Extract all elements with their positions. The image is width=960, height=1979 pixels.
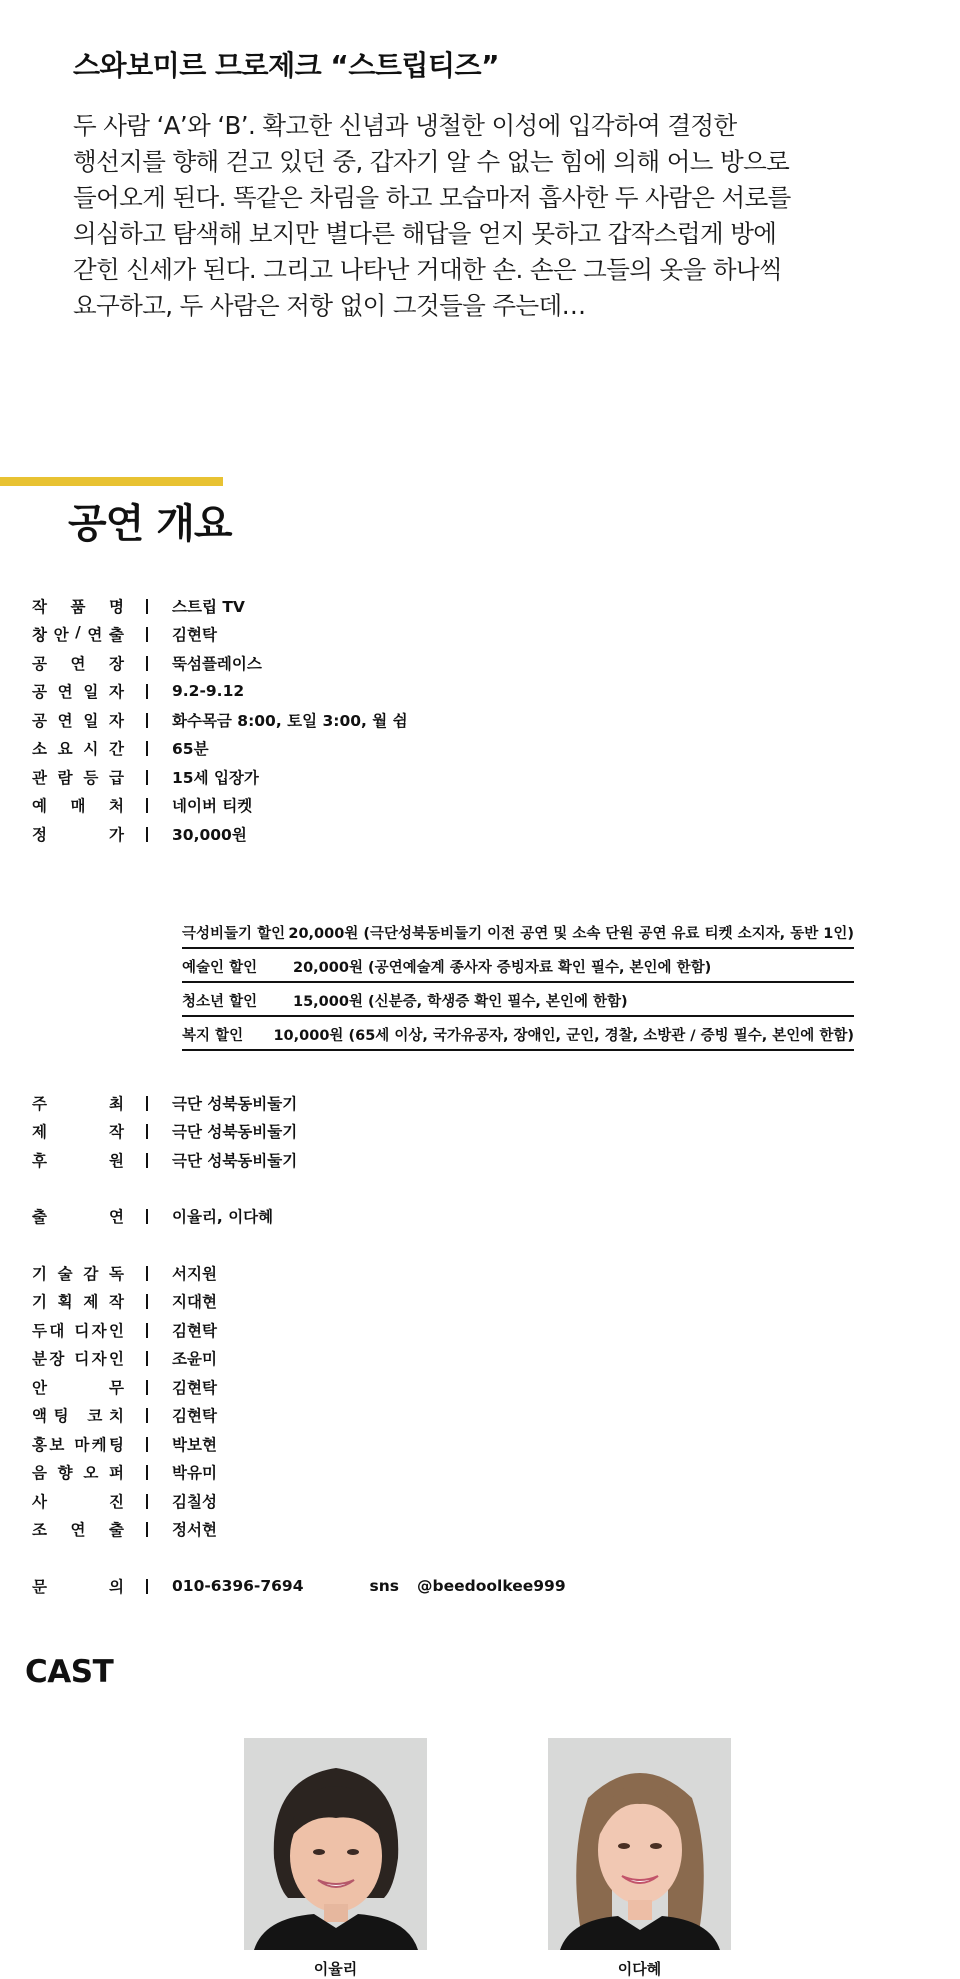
info-row-title: [32, 594, 245, 618]
sns-label: sns: [369, 1577, 400, 1595]
separator: [146, 656, 148, 671]
info-value: 9.2-9.12: [172, 682, 245, 700]
discount-name: 예술인 할인: [182, 959, 258, 976]
info-label: 예 매 처: [32, 797, 124, 815]
info-value: 정서현: [172, 1521, 217, 1539]
staff-row: [32, 1318, 217, 1342]
discount-name: 극성비둘기 할인: [182, 925, 286, 942]
separator: [146, 627, 148, 642]
info-row-venue: [32, 651, 262, 675]
discount-row: [182, 951, 854, 983]
info-value: 서지원: [172, 1265, 217, 1283]
info-label: 정 가: [32, 826, 124, 844]
info-value: 화수목금 8:00, 토일 3:00, 월 쉼: [172, 712, 408, 730]
info-value: 조윤미: [172, 1350, 217, 1368]
synopsis-line: 행선지를 향해 걷고 있던 중, 갑자기 알 수 없는 힘에 의해 어느 방으로: [73, 147, 790, 176]
info-label: 분 장 디 자 인: [32, 1350, 124, 1368]
discount-price: 15,000원: [293, 993, 363, 1010]
staff-row: [32, 1375, 217, 1399]
discount-condition: (신분증, 학생증 확인 필수, 본인에 한함): [368, 993, 628, 1010]
discount-condition: (극단성북동비둘기 이전 공연 및 소속 단원 공연 유료 티켓 소지자, 동반 1인): [363, 925, 854, 942]
info-value: 김현탁: [172, 626, 217, 644]
info-value: 극단 성북동비둘기: [172, 1095, 298, 1113]
info-value: 지대현: [172, 1293, 217, 1311]
separator: [146, 1408, 148, 1423]
separator: [146, 798, 148, 813]
discount-price: 10,000원: [273, 1027, 344, 1044]
discount-price: 20,000원: [293, 959, 363, 976]
synopsis-line: 두 사람 ‘A’와 ‘B’. 확고한 신념과 냉철한 이성에 입각하여 결정한: [73, 111, 737, 140]
info-label: 공 연 일 자: [32, 683, 124, 701]
cast-name: 이다혜: [617, 1960, 662, 1978]
info-row-production: [32, 1119, 297, 1143]
sns-handle: @beedoolkee999: [417, 1577, 566, 1595]
info-label: 조 연 출: [32, 1521, 124, 1539]
info-value: 15세 입장가: [172, 769, 259, 787]
info-label: 공 연 장: [32, 655, 124, 673]
staff-row: [32, 1346, 217, 1370]
separator: [146, 741, 148, 756]
info-label: 작 품 명: [32, 598, 124, 616]
info-label: 기 술 감 독: [32, 1265, 124, 1283]
synopsis-line: 요구하고, 두 사람은 저항 없이 그것들을 주는데…: [73, 291, 586, 320]
info-row-rating: [32, 765, 259, 789]
separator: [146, 1124, 148, 1139]
info-value: 네이버 티켓: [172, 797, 253, 815]
info-row-director: [32, 622, 217, 646]
info-value: 65분: [172, 740, 209, 758]
synopsis: [73, 108, 873, 324]
cast-heading: CAST: [25, 1654, 114, 1690]
staff-row: [32, 1289, 217, 1313]
info-label: 소 요 시 간: [32, 740, 124, 758]
separator: [146, 1294, 148, 1309]
play-title: 스와보미르 므로제크 “스트립티즈”: [73, 49, 499, 82]
separator: [146, 1351, 148, 1366]
info-value: 30,000원: [172, 826, 247, 844]
info-row-price: [32, 822, 247, 846]
info-value: 김현탁: [172, 1322, 217, 1340]
info-label: 두 대 디 자 인: [32, 1322, 124, 1340]
separator: [146, 827, 148, 842]
staff-row: [32, 1261, 217, 1285]
info-value: 뚝섬플레이스: [172, 655, 262, 673]
info-row-schedule: [32, 708, 408, 732]
section-title: 공연 개요: [68, 501, 232, 547]
separator: [146, 1323, 148, 1338]
info-row-performers: [32, 1204, 273, 1228]
discount-row: [182, 1019, 854, 1051]
info-label: 액 팅 코 치: [32, 1407, 124, 1425]
separator: [146, 1153, 148, 1168]
info-value: 김현탁: [172, 1407, 217, 1425]
info-value: 김칠성: [172, 1493, 217, 1511]
cast-photo: [548, 1738, 731, 1950]
separator: [146, 1522, 148, 1537]
separator: [146, 1579, 148, 1594]
info-value: 스트립 TV: [172, 598, 245, 616]
info-value: 박보현: [172, 1436, 217, 1454]
staff-row: [32, 1460, 217, 1484]
staff-row: [32, 1489, 217, 1513]
separator: [146, 1209, 148, 1224]
synopsis-line: 들어오게 된다. 똑같은 차림을 하고 모습마저 흡사한 두 사람은 서로를: [73, 183, 791, 212]
section-accent-bar: [0, 477, 223, 486]
separator: [146, 770, 148, 785]
info-label: 안 무: [32, 1379, 124, 1397]
info-value: 극단 성북동비둘기: [172, 1123, 298, 1141]
info-label: 공 연 일 자: [32, 712, 124, 730]
cast-name: 이율리: [313, 1960, 358, 1978]
cast-photo: [244, 1738, 427, 1950]
info-value: 박유미: [172, 1464, 217, 1482]
staff-row: [32, 1403, 217, 1427]
info-label: 관 람 등 급: [32, 769, 124, 787]
info-label: 음 향 오 퍼: [32, 1464, 124, 1482]
info-row-dates: [32, 679, 244, 703]
discount-row: [182, 917, 854, 949]
info-label: 창 안 / 연 출: [32, 623, 124, 644]
separator: [146, 1096, 148, 1111]
contact-phone: 010-6396-7694: [172, 1577, 304, 1595]
info-label: 사 진: [32, 1493, 124, 1511]
synopsis-line: 갇힌 신세가 된다. 그리고 나타난 거대한 손. 손은 그들의 옷을 하나씩: [73, 255, 783, 284]
info-label: 제 작: [32, 1123, 124, 1141]
staff-row: [32, 1432, 217, 1456]
discount-condition: (공연예술계 종사자 증빙자료 확인 필수, 본인에 한함): [368, 959, 712, 976]
discount-price: 20,000원: [288, 925, 359, 942]
info-label: 홍 보 마 케 팅: [32, 1436, 124, 1454]
info-value: 극단 성북동비둘기: [172, 1152, 298, 1170]
separator: [146, 713, 148, 728]
info-label: 문 의: [32, 1578, 124, 1596]
separator: [146, 1494, 148, 1509]
synopsis-line: 의심하고 탐색해 보지만 별다른 해답을 얻지 못하고 갑작스럽게 방에: [73, 219, 777, 248]
separator: [146, 1266, 148, 1281]
discount-name: 복지 할인: [182, 1027, 244, 1044]
info-row-host: [32, 1091, 297, 1115]
info-row-runtime: [32, 736, 209, 760]
discount-row: [182, 985, 854, 1017]
staff-row: [32, 1517, 217, 1541]
info-row-sponsor: [32, 1148, 297, 1172]
info-label: 주 최: [32, 1095, 124, 1113]
separator: [146, 1465, 148, 1480]
discount-name: 청소년 할인: [182, 993, 258, 1010]
info-value: 김현탁: [172, 1379, 217, 1397]
info-row-ticketing: [32, 793, 252, 817]
info-value: 이율리, 이다혜: [172, 1208, 274, 1226]
info-label: 기 획 제 작: [32, 1293, 124, 1311]
info-row-contact: [32, 1574, 566, 1598]
separator: [146, 1437, 148, 1452]
discount-condition: (65세 이상, 국가유공자, 장애인, 군인, 경찰, 소방관 / 증빙 필수, 본인에 한함): [348, 1027, 854, 1044]
info-label: 후 원: [32, 1152, 124, 1170]
separator: [146, 684, 148, 699]
separator: [146, 599, 148, 614]
info-label: 출 연: [32, 1208, 124, 1226]
separator: [146, 1380, 148, 1395]
